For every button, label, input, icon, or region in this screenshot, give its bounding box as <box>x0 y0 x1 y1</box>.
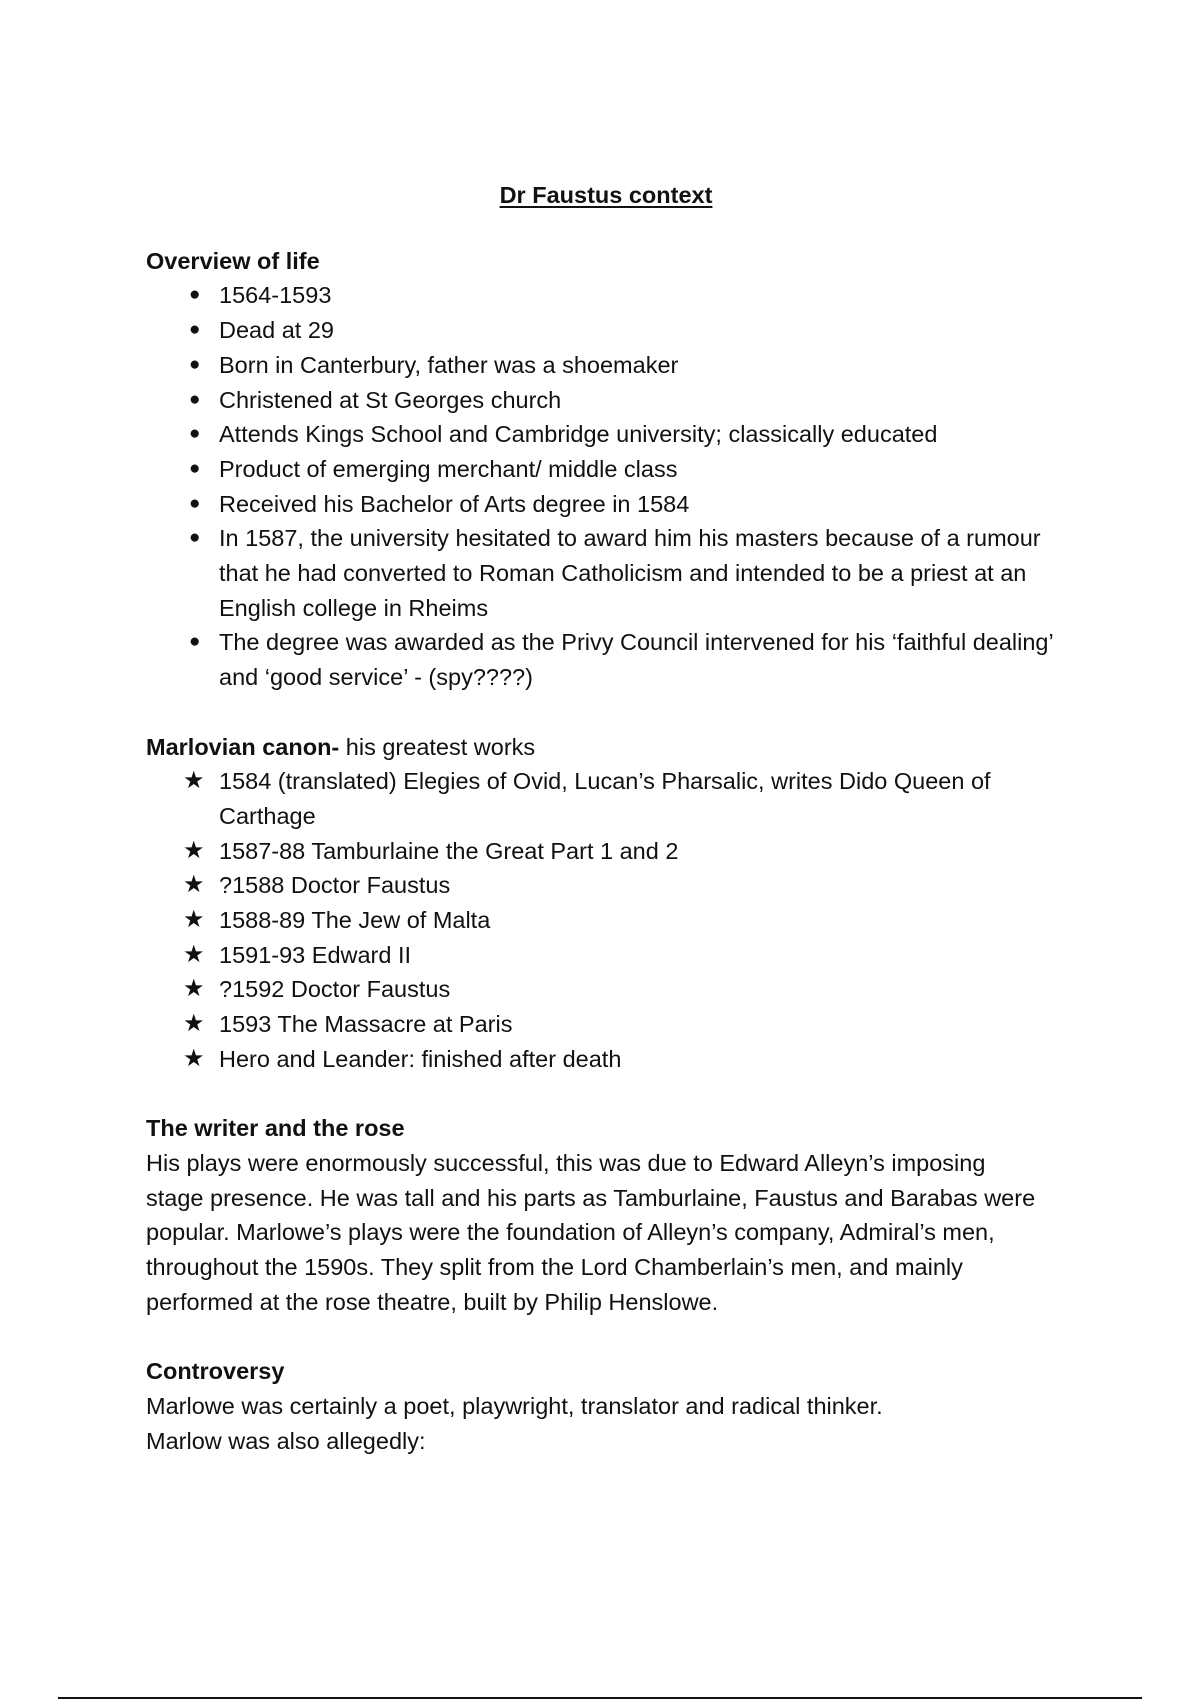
list-item: ● The degree was awarded as the Privy Council intervened for his ‘faithful dealing’ and ‘good service’ - (spy????) <box>219 625 1066 694</box>
page-footer-rule <box>58 1697 1142 1699</box>
list-item: ● Product of emerging merchant/ middle class <box>219 452 1066 487</box>
star-icon: ★ <box>183 940 205 968</box>
star-icon: ★ <box>183 1010 205 1038</box>
star-icon: ★ <box>183 906 205 934</box>
list-item: ★ ?1588 Doctor Faustus <box>219 868 1066 903</box>
rose-heading: The writer and the rose <box>146 1115 405 1142</box>
star-icon: ★ <box>183 871 205 899</box>
rose-paragraph: His plays were enormously successful, this was due to Edward Alleyn’s imposing stage presence. He was tall and his parts as Tamburlaine, Faustus and Barabas were popular. Marlowe’s plays were the foundation of Alleyn’s company, Admiral’s men, throughout the 1590s. They split from the Lord Chamberlain’s men, and mainly performed at the rose theatre, built by Philip Henslowe. <box>146 1149 1036 1315</box>
bullet-dot-icon: ● <box>189 631 201 653</box>
star-icon: ★ <box>183 836 205 864</box>
list-item: ● In 1587, the university hesitated to award him his masters because of a rumour that he had converted to Roman Catholicism and intended to be a priest at an English college in Rheims <box>219 521 1066 625</box>
bullet-dot-icon: ● <box>189 527 201 549</box>
controversy-line-1: Marlowe was certainly a poet, playwright, translator and radical thinker. <box>146 1392 883 1419</box>
bullet-dot-icon: ● <box>189 492 201 514</box>
list-item: ★ 1584 (translated) Elegies of Ovid, Lucan’s Pharsalic, writes Dido Queen of Carthage <box>219 764 1066 833</box>
list-item: ● Dead at 29 <box>219 313 1066 348</box>
controversy-heading: Controversy <box>146 1358 285 1385</box>
controversy-line-2: Marlow was also allegedly: <box>146 1427 426 1454</box>
overview-heading: Overview of life <box>146 247 320 274</box>
list-item: ● Born in Canterbury, father was a shoemaker <box>219 348 1066 383</box>
bullet-dot-icon: ● <box>189 284 201 306</box>
list-item: ★ 1587-88 Tamburlaine the Great Part 1 and 2 <box>219 834 1066 869</box>
spacer <box>146 1319 1066 1354</box>
list-item: ★ 1588-89 The Jew of Malta <box>219 903 1066 938</box>
page-title: Dr Faustus context <box>499 182 713 208</box>
list-item: ● Christened at St Georges church <box>219 383 1066 418</box>
spacer <box>146 695 1066 730</box>
bullet-dot-icon: ● <box>189 319 201 341</box>
bullet-dot-icon: ● <box>189 423 201 445</box>
spacer <box>146 1077 1066 1112</box>
star-icon: ★ <box>183 975 205 1003</box>
list-item: ● Attends Kings School and Cambridge university; classically educated <box>219 417 1066 452</box>
bullet-dot-icon: ● <box>189 353 201 375</box>
list-item: ● 1564-1593 <box>219 278 1066 313</box>
overview-list <box>146 278 1066 694</box>
list-item: ★ 1593 The Massacre at Paris <box>219 1007 1066 1042</box>
list-item: ● Received his Bachelor of Arts degree in 1584 <box>219 487 1066 522</box>
canon-list <box>146 764 1066 1076</box>
star-icon: ★ <box>183 1044 205 1072</box>
list-item: ★ Hero and Leander: finished after death <box>219 1042 1066 1077</box>
bullet-dot-icon: ● <box>189 457 201 479</box>
canon-heading: Marlovian canon- his greatest works <box>146 733 536 760</box>
list-item: ★ ?1592 Doctor Faustus <box>219 972 1066 1007</box>
document-page <box>146 178 1066 1458</box>
list-item: ★ 1591-93 Edward II <box>219 938 1066 973</box>
star-icon: ★ <box>183 767 205 795</box>
bullet-dot-icon: ● <box>189 388 201 410</box>
